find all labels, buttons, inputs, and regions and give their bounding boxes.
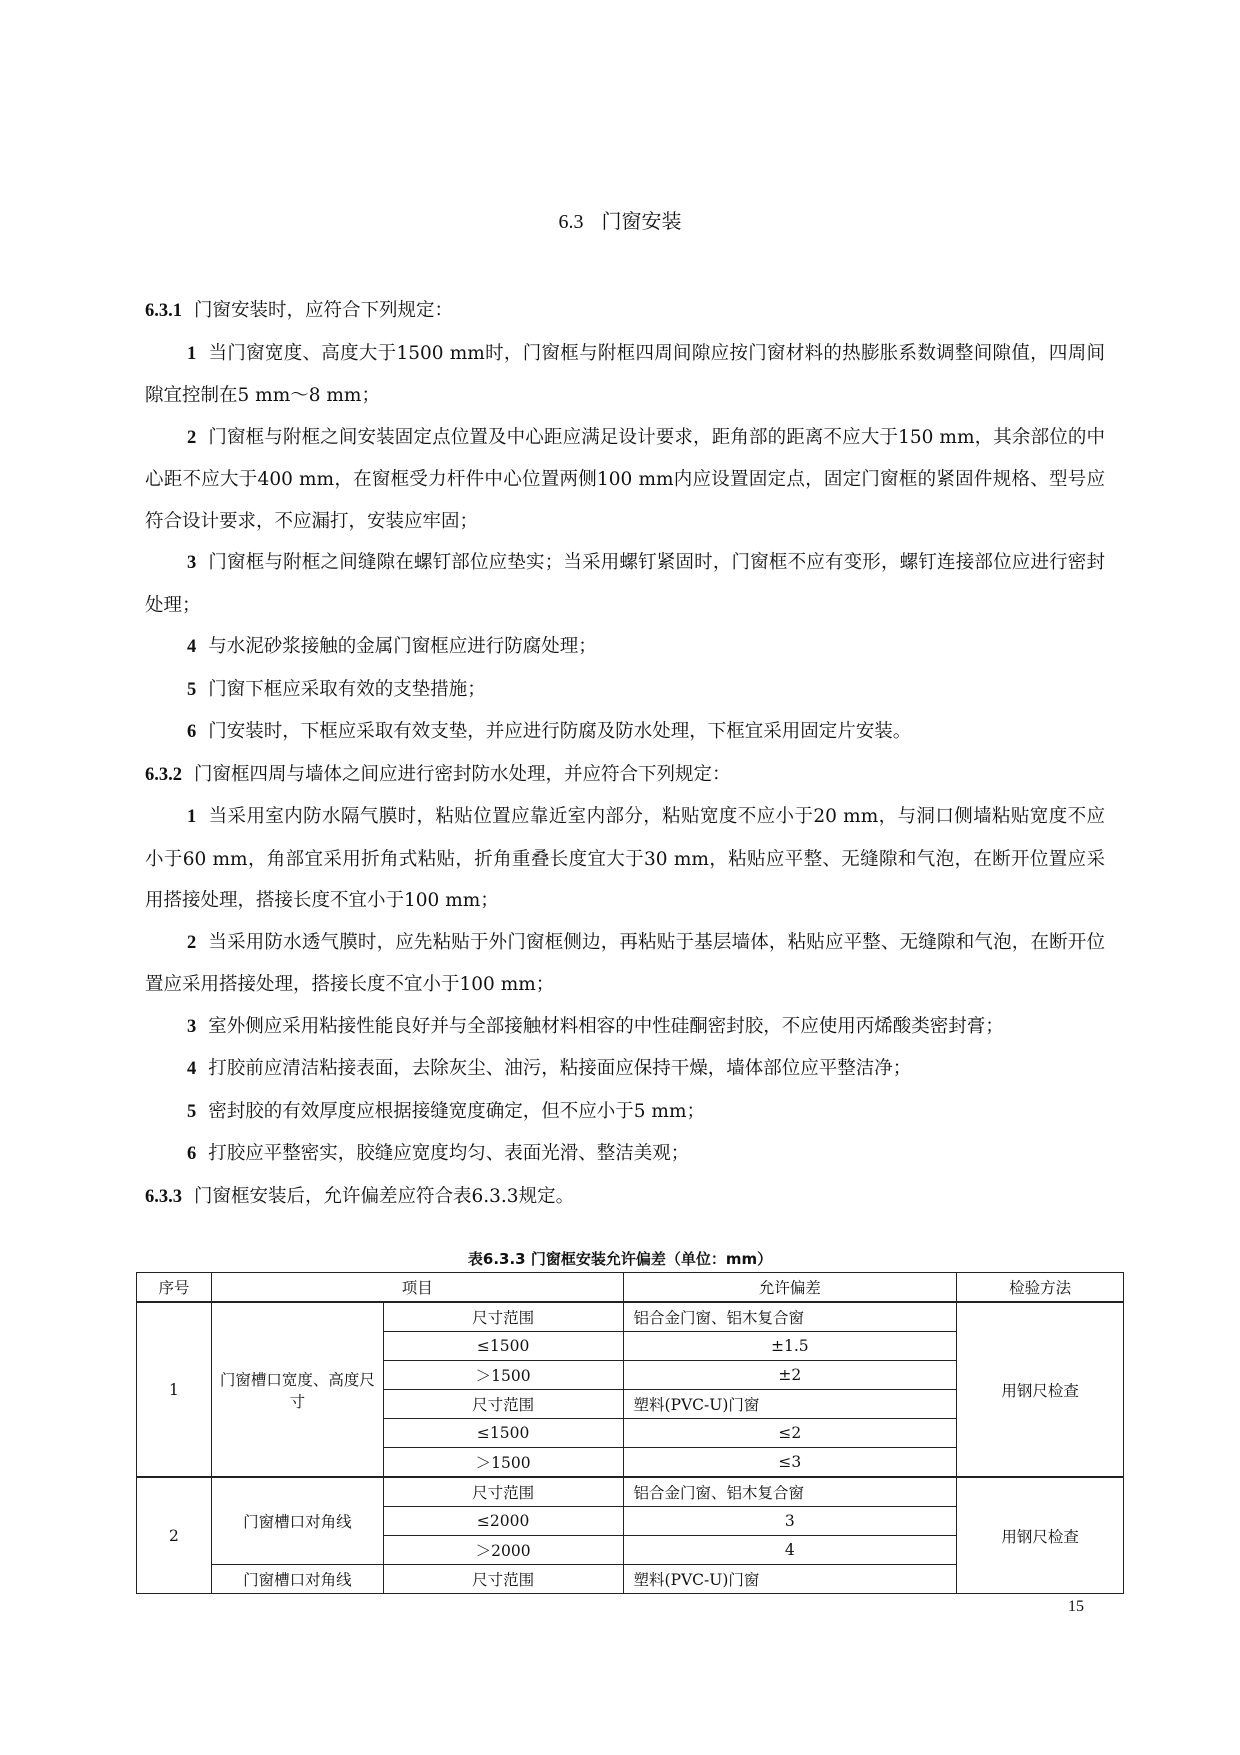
item-number: 3 xyxy=(187,553,197,573)
table-caption: 表6.3.3 门窗框安装允许偏差（单位：mm） xyxy=(467,1250,773,1268)
item-number: 6 xyxy=(187,1144,197,1164)
item-number: 6 xyxy=(187,722,197,742)
item-text: 室外侧应采用粘接性能良好并与全部接触材料相容的中性硅酮密封胶，不应使用丙烯酸类密封膏； xyxy=(208,1015,1004,1037)
tolerance-cell: ≤3 xyxy=(623,1448,957,1478)
header-tolerance: 允许偏差 xyxy=(623,1273,957,1303)
list-item xyxy=(145,626,1105,669)
list-item xyxy=(145,1091,1105,1134)
range-cell: ≤2000 xyxy=(383,1507,623,1536)
clause-text: 门窗框四周与墙体之间应进行密封防水处理，并应符合下列规定： xyxy=(194,763,731,785)
clause-6-3-3 xyxy=(145,1176,1105,1219)
list-item xyxy=(145,417,1105,543)
range-cell: 尺寸范围 xyxy=(383,1477,623,1507)
range-cell: ＞2000 xyxy=(383,1536,623,1565)
tolerance-cell: ±1.5 xyxy=(623,1332,957,1361)
list-item xyxy=(145,711,1105,754)
list-item xyxy=(145,542,1105,626)
section-title: 门窗安装 xyxy=(601,209,682,233)
list-item xyxy=(145,1133,1105,1176)
header-seq: 序号 xyxy=(137,1273,212,1303)
tolerance-cell: 铝合金门窗、铝木复合窗 xyxy=(623,1302,957,1332)
item-number: 5 xyxy=(187,1101,197,1122)
clause-text: 门窗框安装后，允许偏差应符合表6.3.3规定。 xyxy=(194,1185,575,1207)
item-text: 门窗框与附框之间安装固定点位置及中心距应满足设计要求，距角部的距离不应大于150 mm，其余部位的中心距不应大于400 mm，在窗框受力杆件中心位置两侧100 mm内应设置固定点，固定门窗框的紧固件规格、型号应符合设计要求，不应漏打，安装应牢固； xyxy=(145,426,1105,532)
table-group-2 xyxy=(137,1477,1124,1594)
item-cell: 门窗槽口对角线 xyxy=(211,1477,383,1565)
tolerance-cell: ≤2 xyxy=(623,1419,957,1448)
range-cell: 尺寸范围 xyxy=(383,1302,623,1332)
header-method: 检验方法 xyxy=(957,1273,1124,1303)
method-cell: 用钢尺检查 xyxy=(957,1302,1124,1477)
clause-text: 门窗安装时，应符合下列规定： xyxy=(194,300,454,321)
clause-number: 6.3.2 xyxy=(145,764,182,785)
clause-6-3-1 xyxy=(145,290,1105,333)
item-text: 当采用室内防水隔气膜时，粘贴位置应靠近室内部分，粘贴宽度不应小于20 mm，与洞口侧墙粘贴宽度不应小于60 mm，角部宜采用折角式粘贴，折角重叠长度宜大于30 mm，粘贴应平整、无缝隙和气泡，在断开位置应采用搭接处理，搭接长度不宜小于100 mm； xyxy=(145,806,1105,911)
list-item xyxy=(145,1048,1105,1091)
item-number: 1 xyxy=(187,343,197,364)
item-text: 密封胶的有效厚度应根据接缝宽度确定，但不应小于5 mm； xyxy=(208,1100,705,1122)
section-heading xyxy=(0,205,1240,234)
tolerance-table xyxy=(136,1272,1124,1594)
seq-cell: 2 xyxy=(137,1477,212,1594)
tolerance-cell: 3 xyxy=(623,1507,957,1536)
item-number: 1 xyxy=(187,807,197,827)
item-number: 4 xyxy=(187,637,197,657)
tolerance-cell: 塑料(PVC-U)门窗 xyxy=(623,1390,957,1419)
table-row xyxy=(137,1302,1124,1332)
item-number: 4 xyxy=(187,1059,197,1079)
item-number: 2 xyxy=(187,932,197,953)
section-number: 6.3 xyxy=(558,211,584,233)
range-cell: ≤1500 xyxy=(383,1419,623,1448)
tolerance-cell: 铝合金门窗、铝木复合窗 xyxy=(623,1477,957,1507)
tolerance-cell: 4 xyxy=(623,1536,957,1565)
range-cell: ＞1500 xyxy=(383,1448,623,1478)
list-item xyxy=(145,1006,1105,1049)
table-row xyxy=(137,1477,1124,1507)
list-item xyxy=(145,922,1105,1006)
item-text: 门窗框与附框之间缝隙在螺钉部位应垫实；当采用螺钉紧固时，门窗框不应有变形，螺钉连接部位应进行密封处理； xyxy=(145,552,1105,616)
item-text: 当门窗宽度、高度大于1500 mm时，门窗框与附框四周间隙应按门窗材料的热膨胀系数调整间隙值，四周间隙宜控制在5 mm～8 mm； xyxy=(145,342,1105,406)
table-header-row xyxy=(137,1273,1124,1303)
clause-number: 6.3.1 xyxy=(145,301,182,321)
range-cell: 尺寸范围 xyxy=(383,1390,623,1419)
item-cell: 门窗槽口宽度、高度尺寸 xyxy=(211,1302,383,1477)
item-cell: 门窗槽口对角线 xyxy=(211,1565,383,1594)
table-group-1 xyxy=(137,1302,1124,1477)
range-cell: ＞1500 xyxy=(383,1361,623,1390)
tolerance-cell: 塑料(PVC-U)门窗 xyxy=(623,1565,957,1594)
list-item xyxy=(145,796,1105,922)
item-number: 3 xyxy=(187,1016,197,1037)
item-text: 当采用防水透气膜时，应先粘贴于外门窗框侧边，再粘贴于基层墙体，粘贴应平整、无缝隙和气泡，在断开位置应采用搭接处理，搭接长度不宜小于100 mm； xyxy=(145,931,1105,995)
list-item xyxy=(145,669,1105,712)
clause-6-3-2 xyxy=(145,754,1105,797)
clause-number: 6.3.3 xyxy=(145,1186,182,1207)
header-item: 项目 xyxy=(211,1273,623,1303)
method-cell: 用钢尺检查 xyxy=(957,1477,1124,1594)
item-number: 2 xyxy=(187,427,197,448)
item-text: 打胶应平整密实，胶缝应宽度均匀、表面光滑、整洁美观； xyxy=(208,1143,690,1164)
item-number: 5 xyxy=(187,679,197,700)
page-number: 15 xyxy=(1068,1598,1084,1615)
range-cell: 尺寸范围 xyxy=(383,1565,623,1594)
item-text: 与水泥砂浆接触的金属门窗框应进行防腐处理； xyxy=(208,636,597,657)
item-text: 打胶前应清洁粘接表面，去除灰尘、油污，粘接面应保持干燥，墙体部位应平整洁净； xyxy=(208,1058,912,1079)
tolerance-cell: ±2 xyxy=(623,1361,957,1390)
list-item xyxy=(145,333,1105,417)
item-text: 门安装时，下框应采取有效支垫，并应进行防腐及防水处理，下框宜采用固定片安装。 xyxy=(208,721,912,742)
seq-cell: 1 xyxy=(137,1302,212,1477)
item-text: 门窗下框应采取有效的支垫措施； xyxy=(208,678,486,700)
range-cell: ≤1500 xyxy=(383,1332,623,1361)
document-body xyxy=(145,290,1105,1218)
